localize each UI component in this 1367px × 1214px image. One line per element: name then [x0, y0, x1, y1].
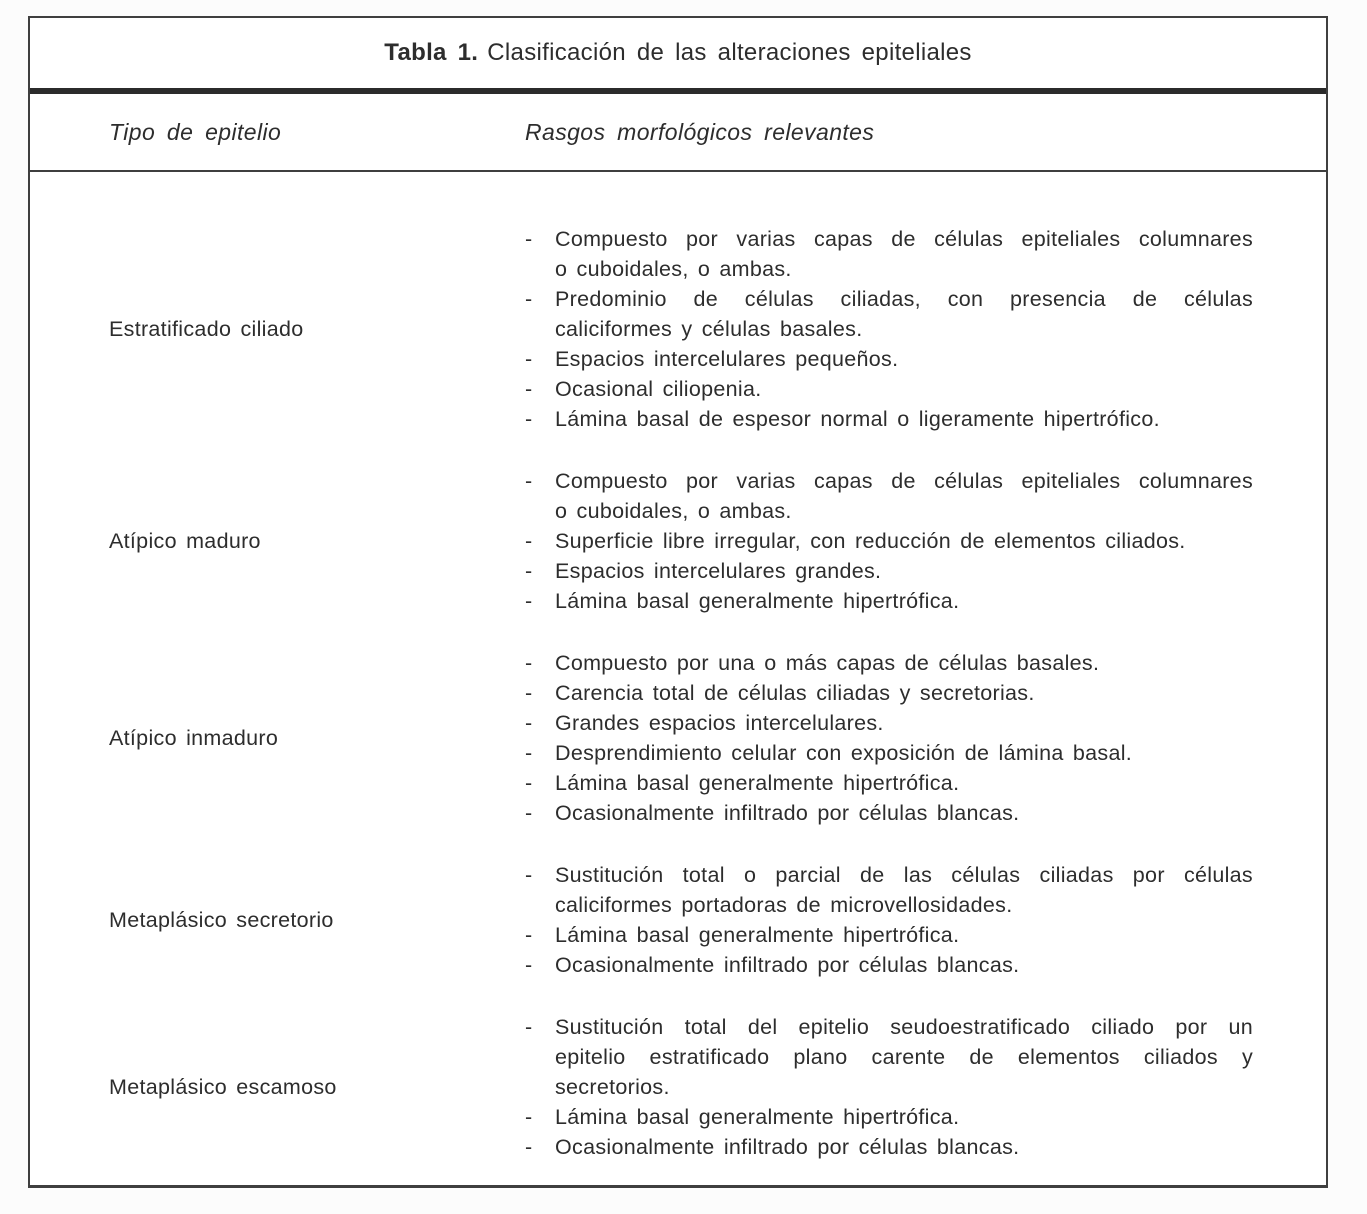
feature-text: [555, 224, 1253, 284]
bullet-dash: -: [525, 1105, 533, 1129]
feature-item: [525, 678, 1253, 708]
bullet-dash: -: [525, 1135, 533, 1159]
feature-text: [555, 556, 1253, 586]
feature-item: [525, 860, 1253, 920]
table-row: [30, 648, 1326, 828]
feature-text: [555, 1102, 1253, 1132]
feature-item: [525, 526, 1253, 556]
feature-line: Lámina basal generalmente hipertrófica.: [555, 1105, 960, 1129]
bullet-dash: -: [525, 1015, 533, 1039]
epithelium-type-label: Atípico maduro: [109, 528, 261, 553]
feature-line: Compuesto por una o más capas de células basales.: [555, 651, 1100, 675]
epithelium-type-label: Metaplásico secretorio: [109, 907, 334, 932]
epithelium-type-cell: [30, 648, 525, 828]
table-body: [30, 172, 1326, 1162]
bullet-dash: -: [525, 287, 533, 311]
bullet-dash: -: [525, 801, 533, 825]
bullet-dash: -: [525, 953, 533, 977]
epithelium-type-cell: [30, 466, 525, 616]
feature-text: [555, 860, 1253, 920]
column-header-tipo-de-epitelio: Tipo de epitelio: [109, 118, 282, 145]
epithelium-type-cell: [30, 224, 525, 434]
features-cell: [525, 648, 1326, 828]
bullet-dash: -: [525, 529, 533, 553]
table-row: [30, 466, 1326, 616]
feature-text: [555, 344, 1253, 374]
feature-item: [525, 224, 1253, 284]
feature-item: [525, 374, 1253, 404]
feature-line: Carencia total de células ciliadas y secretorias.: [555, 681, 1035, 705]
feature-text: [555, 1132, 1253, 1162]
feature-line: Compuesto por varias capas de células epiteliales columnares: [555, 227, 1253, 251]
feature-line: Sustitución total o parcial de las células ciliadas por células: [555, 863, 1253, 887]
bullet-dash: -: [525, 469, 533, 493]
feature-line: Lámina basal generalmente hipertrófica.: [555, 923, 960, 947]
feature-text: [555, 374, 1253, 404]
feature-line: epitelio estratificado plano carente de elementos ciliados y: [555, 1045, 1253, 1069]
bullet-dash: -: [525, 589, 533, 613]
feature-item: [525, 798, 1253, 828]
feature-text: [555, 284, 1253, 344]
feature-line: Ocasionalmente infiltrado por células blancas.: [555, 953, 1020, 977]
feature-line: Compuesto por varias capas de células epiteliales columnares: [555, 469, 1253, 493]
features-cell: [525, 860, 1326, 980]
feature-item: [525, 466, 1253, 526]
feature-line: Ocasionalmente infiltrado por células blancas.: [555, 801, 1020, 825]
feature-line: o cuboidales, o ambas.: [555, 499, 792, 523]
table-title: [30, 18, 1326, 88]
bullet-dash: -: [525, 651, 533, 675]
feature-line: Predominio de células ciliadas, con presencia de células: [555, 287, 1253, 311]
feature-line: Ocasional ciliopenia.: [555, 377, 762, 401]
table-row: [30, 1012, 1326, 1162]
bullet-dash: -: [525, 407, 533, 431]
features-cell: [525, 466, 1326, 616]
feature-item: [525, 738, 1253, 768]
feature-item: [525, 344, 1253, 374]
feature-line: Lámina basal de espesor normal o ligeramente hipertrófico.: [555, 407, 1160, 431]
feature-line: caliciformes portadoras de microvellosidades.: [555, 893, 1013, 917]
feature-item: [525, 920, 1253, 950]
epithelium-type-cell: [30, 1012, 525, 1162]
bullet-dash: -: [525, 923, 533, 947]
feature-text: [555, 1012, 1253, 1102]
features-cell: [525, 1012, 1326, 1162]
feature-line: Superficie libre irregular, con reducción de elementos ciliados.: [555, 529, 1186, 553]
feature-text: [555, 678, 1253, 708]
column-header-rasgos-morfologicos: Rasgos morfológicos relevantes: [525, 118, 875, 145]
epithelium-type-label: Estratificado ciliado: [109, 316, 304, 341]
bullet-dash: -: [525, 377, 533, 401]
feature-text: [555, 466, 1253, 526]
table-title-text: Clasificación de las alteraciones epiteliales: [487, 39, 972, 66]
table-1: [28, 16, 1328, 1188]
feature-line: Lámina basal generalmente hipertrófica.: [555, 771, 960, 795]
bullet-dash: -: [525, 681, 533, 705]
bullet-dash: -: [525, 771, 533, 795]
feature-item: [525, 708, 1253, 738]
table-row: [30, 860, 1326, 980]
epithelium-type-cell: [30, 860, 525, 980]
epithelium-type-label: Atípico inmaduro: [109, 725, 279, 750]
feature-line: Grandes espacios intercelulares.: [555, 711, 884, 735]
feature-item: [525, 648, 1253, 678]
feature-text: [555, 526, 1253, 556]
feature-item: [525, 1132, 1253, 1162]
feature-text: [555, 768, 1253, 798]
feature-text: [555, 648, 1253, 678]
feature-text: [555, 738, 1253, 768]
bullet-dash: -: [525, 711, 533, 735]
bullet-dash: -: [525, 863, 533, 887]
feature-item: [525, 768, 1253, 798]
feature-line: secretorios.: [555, 1075, 670, 1099]
epithelium-type-label: Metaplásico escamoso: [109, 1074, 337, 1099]
feature-item: [525, 556, 1253, 586]
feature-item: [525, 404, 1253, 434]
bullet-dash: -: [525, 559, 533, 583]
feature-item: [525, 284, 1253, 344]
feature-item: [525, 586, 1253, 616]
features-cell: [525, 224, 1326, 434]
feature-item: [525, 950, 1253, 980]
feature-item: [525, 1102, 1253, 1132]
feature-text: [555, 708, 1253, 738]
feature-line: o cuboidales, o ambas.: [555, 257, 792, 281]
feature-line: Sustitución total del epitelio seudoestratificado ciliado por un: [555, 1015, 1253, 1039]
bullet-dash: -: [525, 347, 533, 371]
feature-line: Espacios intercelulares grandes.: [555, 559, 882, 583]
column-headers: [30, 94, 1326, 172]
feature-line: Desprendimiento celular con exposición de lámina basal.: [555, 741, 1133, 765]
feature-line: Ocasionalmente infiltrado por células blancas.: [555, 1135, 1020, 1159]
feature-text: [555, 950, 1253, 980]
table-row: [30, 224, 1326, 434]
feature-line: Espacios intercelulares pequeños.: [555, 347, 899, 371]
feature-text: [555, 404, 1253, 434]
bullet-dash: -: [525, 741, 533, 765]
feature-text: [555, 920, 1253, 950]
bullet-dash: -: [525, 227, 533, 251]
feature-text: [555, 798, 1253, 828]
feature-text: [555, 586, 1253, 616]
feature-line: Lámina basal generalmente hipertrófica.: [555, 589, 960, 613]
feature-line: caliciformes y células basales.: [555, 317, 863, 341]
feature-item: [525, 1012, 1253, 1102]
table-title-number: Tabla 1.: [384, 39, 479, 66]
